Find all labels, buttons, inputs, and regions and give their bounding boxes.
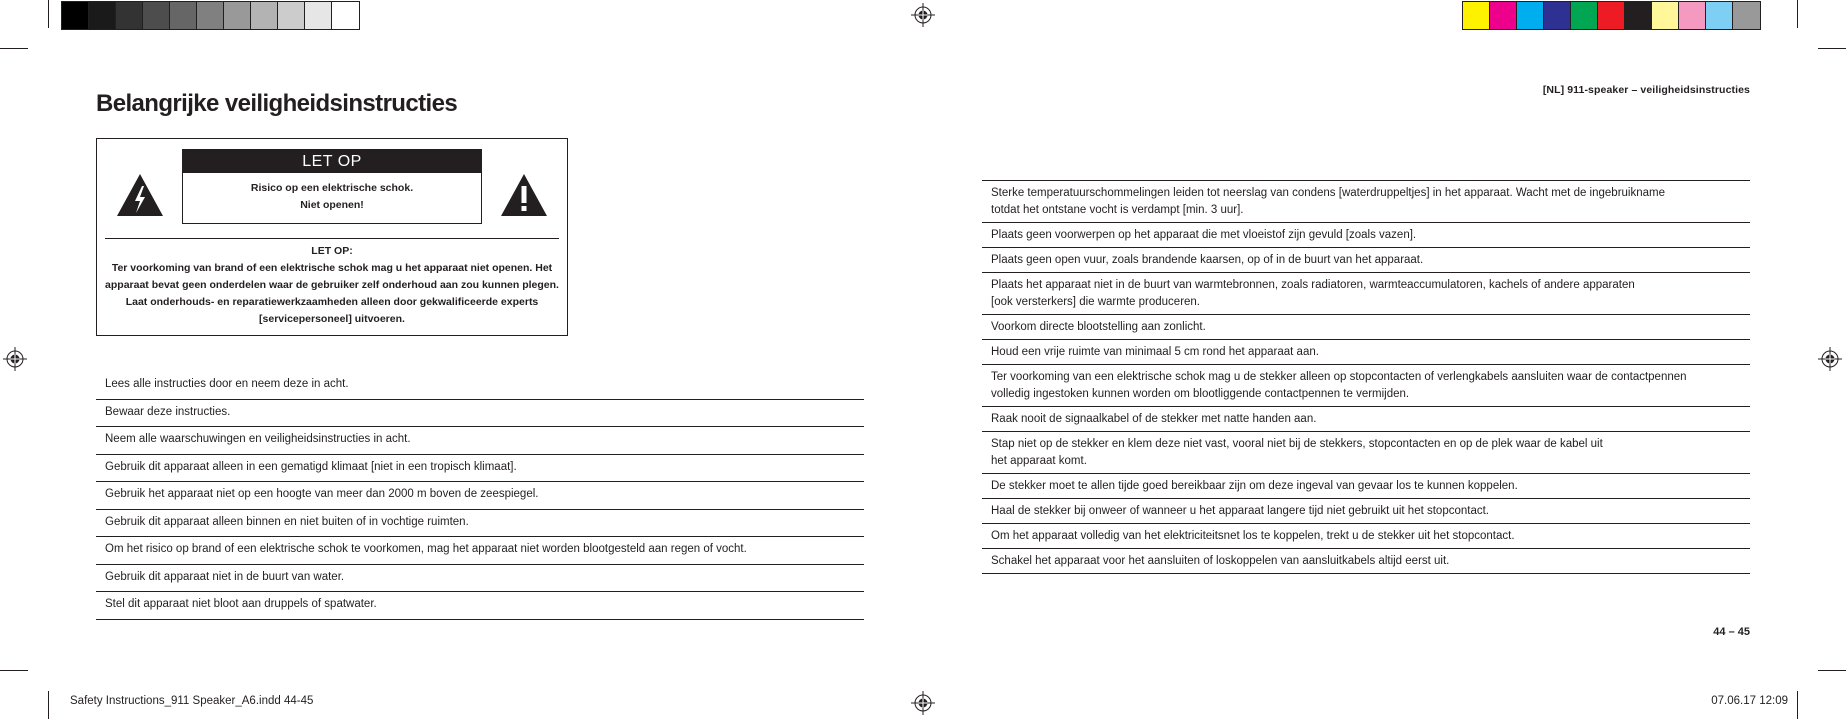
instruction-list-left	[96, 372, 864, 620]
color-swatch	[143, 2, 170, 29]
list-item: Bewaar deze instructies.	[96, 400, 864, 428]
list-item: Plaats geen voorwerpen op het apparaat die met vloeistof zijn gevuld [zoals vazen].	[982, 223, 1750, 248]
color-swatch	[116, 2, 143, 29]
color-swatch	[170, 2, 197, 29]
list-item: Voorkom directe blootstelling aan zonlicht.	[982, 315, 1750, 340]
crop-mark	[1797, 691, 1798, 719]
list-item: Om het apparaat volledig van het elektriciteitsnet los te koppelen, trekt u de stekker uit het stopcontact.	[982, 524, 1750, 549]
warning-label	[182, 149, 482, 224]
color-swatch	[1652, 2, 1679, 29]
list-item: Haal de stekker bij onweer of wanneer u het apparaat langere tijd niet gebruikt uit het stopcontact.	[982, 499, 1750, 524]
page-title: Belangrijke veiligheidsinstructies	[96, 90, 458, 117]
warning-subtext: Risico op een elektrische schok. Niet openen!	[250, 182, 414, 211]
list-item: Raak nooit de signaalkabel of de stekker met natte handen aan.	[982, 407, 1750, 432]
color-swatch	[1625, 2, 1652, 29]
warning-body	[103, 243, 561, 328]
warning-box	[96, 138, 568, 336]
list-item: Neem alle waarschuwingen en veiligheidsinstructies in acht.	[96, 427, 864, 455]
color-swatch	[89, 2, 116, 29]
grey-color-bar	[61, 1, 360, 30]
list-item: Sterke temperatuurschommelingen leiden tot neerslag van condens [waterdruppeltjes] in het apparaat. Wacht met de ingebruikname totdat het ontstane vocht is verdampt [min. 3 uur].	[982, 180, 1750, 223]
crop-mark	[48, 691, 49, 719]
instruction-list-right	[982, 180, 1750, 574]
color-swatch	[332, 2, 359, 29]
color-swatch	[278, 2, 305, 29]
registration-mark-icon	[911, 691, 935, 715]
registration-mark-icon	[911, 3, 935, 27]
file-slug: Safety Instructions_911 Speaker_A6.indd 44-45	[70, 695, 314, 707]
crop-mark	[0, 48, 28, 49]
registration-mark-icon	[1818, 347, 1842, 371]
list-item: Gebruik het apparaat niet op een hoogte van meer dan 2000 m boven de zeespiegel.	[96, 482, 864, 510]
list-item: Schakel het apparaat voor het aansluiten of loskoppelen van aansluitkabels altijd eerst uit.	[982, 549, 1750, 574]
list-item: Gebruik dit apparaat niet in de buurt van water.	[96, 565, 864, 593]
list-item: Gebruik dit apparaat alleen binnen en niet buiten of in vochtige ruimten.	[96, 510, 864, 538]
color-swatch	[1733, 2, 1760, 29]
color-swatch	[197, 2, 224, 29]
warning-body-text: Ter voorkoming van brand of een elektrische schok mag u het apparaat niet openen. Het apparaat bevat geen onderdelen waar de gebruiker zelf onderhoud aan zou kunnen plegen. Laat onderhouds- en reparatiewerkzaamheden alleen door gekwalificeerde experts [servicepersoneel] uitvoeren.	[105, 262, 559, 325]
list-item: Om het risico op brand of een elektrische schok te voorkomen, mag het apparaat niet worden blootgesteld aan regen of vocht.	[96, 537, 864, 565]
color-swatch	[1544, 2, 1571, 29]
page-numbers: 44 – 45	[1713, 626, 1750, 638]
list-item: Plaats geen open vuur, zoals brandende kaarsen, op of in de buurt van het apparaat.	[982, 248, 1750, 273]
registration-mark-icon	[3, 347, 27, 371]
crop-mark	[1797, 0, 1798, 28]
crop-mark	[1818, 670, 1846, 671]
list-item: Houd een vrije ruimte van minimaal 5 cm rond het apparaat aan.	[982, 340, 1750, 365]
warning-body-title: LET OP:	[311, 245, 353, 257]
list-item: De stekker moet te allen tijde goed bereikbaar zijn om deze ingeval van gevaar los te kunnen koppelen.	[982, 474, 1750, 499]
list-item: Stel dit apparaat niet bloot aan druppels of spatwater.	[96, 592, 864, 620]
lightning-warning-icon	[116, 173, 164, 217]
color-swatch	[251, 2, 278, 29]
color-swatch	[224, 2, 251, 29]
crop-mark	[48, 0, 49, 28]
list-item: Stap niet op de stekker en klem deze niet vast, vooral niet bij de stekkers, stopcontacten en op de plek waar de kabel uit het apparaat komt.	[982, 432, 1750, 474]
crop-mark	[0, 670, 28, 671]
warning-header: LET OP	[183, 150, 481, 173]
crop-mark	[1818, 48, 1846, 49]
color-swatch	[62, 2, 89, 29]
color-swatch	[1706, 2, 1733, 29]
date-slug: 07.06.17 12:09	[1711, 695, 1788, 707]
list-item: Ter voorkoming van een elektrische schok mag u de stekker alleen op stopcontacten of verlengkabels aansluiten waar de contactpennen volledig ingestoken kunnen worden om blootliggende contactpennen te vermijden.	[982, 365, 1750, 407]
color-swatch	[1598, 2, 1625, 29]
color-swatch	[1571, 2, 1598, 29]
running-head: [NL] 911-speaker – veiligheidsinstructies	[1542, 84, 1750, 96]
color-swatch	[305, 2, 332, 29]
process-color-bar	[1462, 1, 1761, 30]
exclamation-warning-icon	[500, 173, 548, 217]
color-swatch	[1679, 2, 1706, 29]
color-swatch	[1490, 2, 1517, 29]
list-item: Gebruik dit apparaat alleen in een gematigd klimaat [niet in een tropisch klimaat].	[96, 455, 864, 483]
warning-divider	[105, 238, 559, 239]
list-item: Plaats het apparaat niet in de buurt van warmtebronnen, zoals radiatoren, warmteaccumulatoren, kachels of andere apparaten [ook versterkers] die warmte produceren.	[982, 273, 1750, 315]
color-swatch	[1517, 2, 1544, 29]
color-swatch	[1463, 2, 1490, 29]
list-item: Lees alle instructies door en neem deze in acht.	[96, 372, 864, 400]
